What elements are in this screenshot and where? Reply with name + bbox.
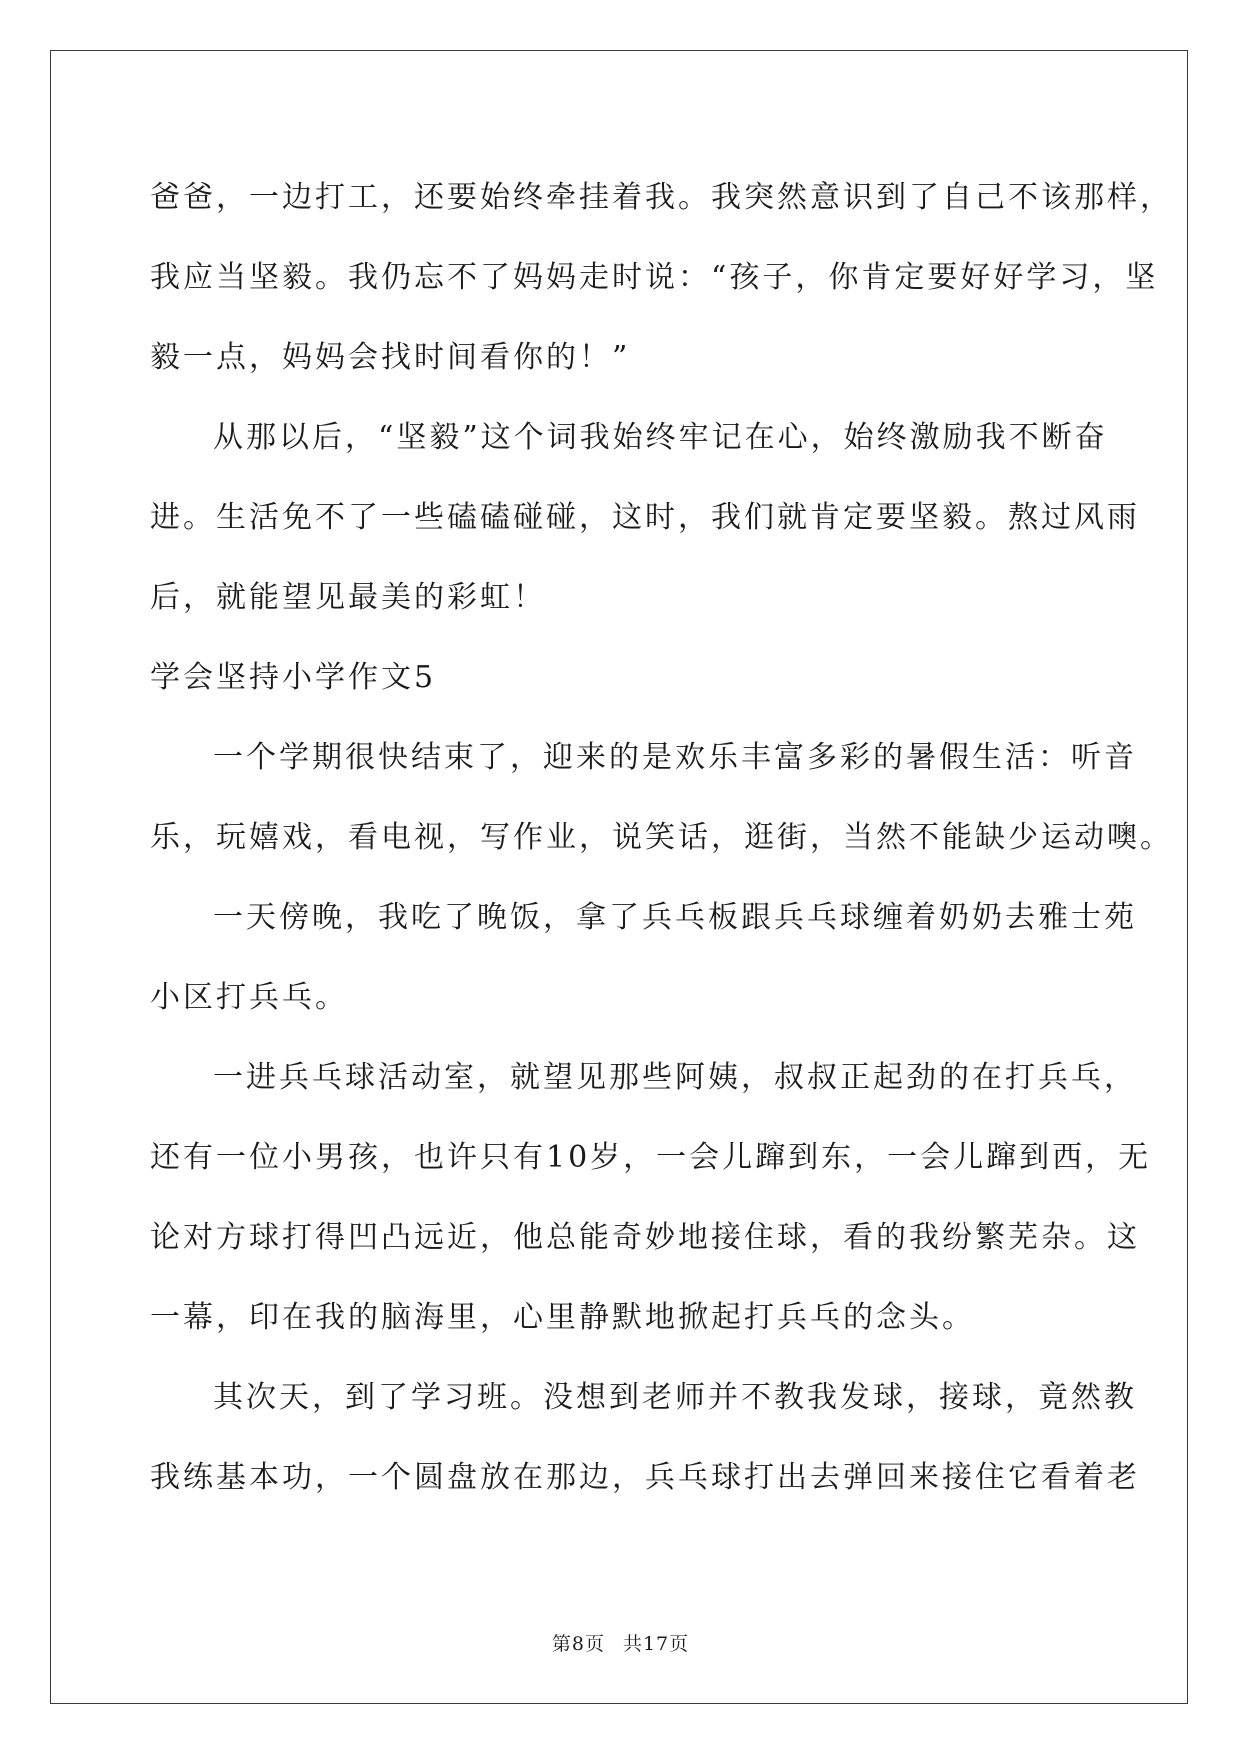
paragraph-start-line: 一个学期很快结束了，迎来的是欢乐丰富多彩的暑假生活：听音 (213, 740, 1137, 775)
text-line: 还有一位小男孩，也许只有10岁，一会儿蹿到东，一会儿蹿到西，无 (150, 1140, 1152, 1175)
page-border (50, 50, 1188, 1704)
text-line: 一幕，印在我的脑海里，心里静默地掀起打兵乓的念头。 (150, 1300, 975, 1335)
text-line: 论对方球打得凹凸远近，他总能奇妙地接住球，看的我纷繁芜杂。这 (150, 1220, 1140, 1255)
text-line: 乐，玩嬉戏，看电视，写作业，说笑话，逛街，当然不能缺少运动噢。 (150, 820, 1173, 855)
text-line: 我应当坚毅。我仍忘不了妈妈走时说：“孩子，你肯定要好好学习，坚 (150, 260, 1159, 295)
paragraph-start-line: 一天傍晚，我吃了晚饭，拿了兵乓板跟兵乓球缠着奶奶去雅士苑 (213, 900, 1137, 935)
text-line: 毅一点，妈妈会找时间看你的！” (150, 340, 631, 375)
page-total: 共17页 (622, 1633, 690, 1655)
page-number: 第8页 (551, 1633, 605, 1655)
paragraph-start-line: 一进兵乓球活动室，就望见那些阿姨，叔叔正起劲的在打兵乓， (213, 1060, 1137, 1095)
text-line: 进。生活免不了一些磕磕碰碰，这时，我们就肯定要坚毅。熬过风雨 (150, 500, 1140, 535)
text-line: 我练基本功，一个圆盘放在那边，兵乓球打出去弹回来接住它看着老 (150, 1460, 1140, 1495)
paragraph-start-line: 其次天，到了学习班。没想到老师并不教我发球，接球，竟然教 (213, 1380, 1137, 1415)
text-line: 爸爸，一边打工，还要始终牵挂着我。我突然意识到了自己不该那样， (150, 180, 1173, 215)
section-heading: 学会坚持小学作文5 (150, 660, 437, 695)
page-footer (0, 1632, 1241, 1656)
text-line: 后，就能望见最美的彩虹！ (150, 580, 546, 615)
text-line: 小区打兵乓。 (150, 980, 348, 1015)
paragraph-start-line: 从那以后，“坚毅”这个词我始终牢记在心，始终激励我不断奋 (213, 420, 1108, 455)
